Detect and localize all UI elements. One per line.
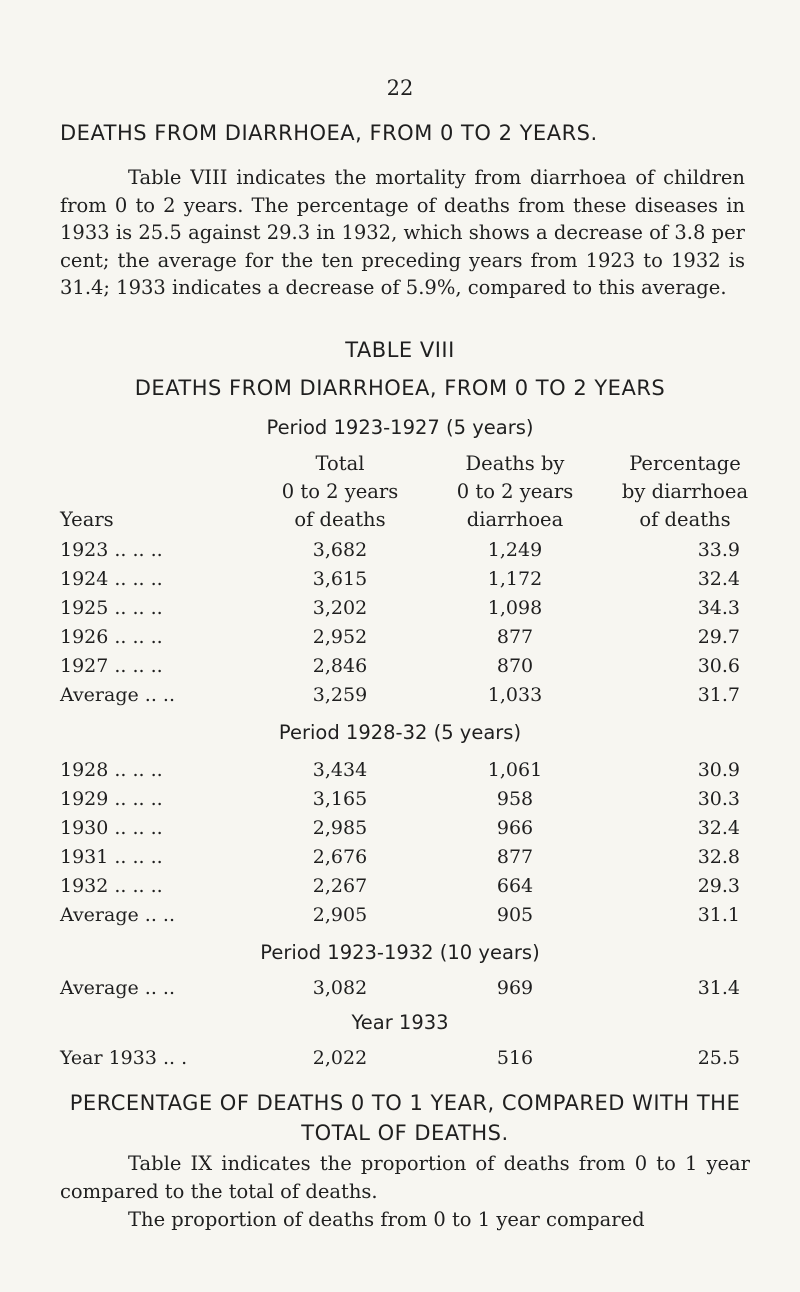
deaths-cell: 1,249 — [487, 539, 543, 561]
total-cell: 2,846 — [312, 655, 368, 677]
deaths-cell: 664 — [496, 875, 534, 897]
table-subtitle: DEATHS FROM DIARRHOEA, FROM 0 TO 2 YEARS — [134, 376, 666, 400]
total-cell: 2,985 — [312, 817, 368, 839]
percentage-cell: 30.6 — [697, 655, 740, 677]
percentage-cell: 30.9 — [697, 759, 740, 781]
total-cell: 2,952 — [312, 626, 368, 648]
total-cell: 3,434 — [312, 759, 368, 781]
table-title: TABLE VIII — [345, 338, 455, 362]
period-1923-1927-label: Period 1923-1927 (5 years) — [266, 416, 534, 439]
percentage-cell: 31.7 — [697, 684, 740, 706]
table-row — [0, 597, 800, 625]
percentage-cell: 32.4 — [697, 568, 740, 590]
year-cell: 1930 .. .. .. — [60, 817, 163, 839]
year-cell: 1925 .. .. .. — [60, 597, 163, 619]
period-1923-1932-label: Period 1923-1932 (10 years) — [260, 941, 540, 964]
table-row — [0, 759, 800, 787]
deaths-cell: 1,033 — [487, 684, 543, 706]
total-cell: 3,165 — [312, 788, 368, 810]
percentage-cell: 31.4 — [697, 977, 740, 999]
year-cell: Year 1933 .. . — [60, 1047, 188, 1069]
table-row-average — [0, 904, 800, 932]
year-cell: 1927 .. .. .. — [60, 655, 163, 677]
period-1928-1932-label: Period 1928-32 (5 years) — [278, 721, 522, 744]
total-cell: 2,905 — [312, 904, 368, 926]
total-cell: 3,259 — [312, 684, 368, 706]
total-cell: 2,267 — [312, 875, 368, 897]
percentage-cell: 34.3 — [697, 597, 740, 619]
percentage-cell: 29.3 — [697, 875, 740, 897]
deaths-cell: 969 — [496, 977, 534, 999]
year-cell: 1929 .. .. .. — [60, 788, 163, 810]
year-cell: Average .. .. — [60, 684, 175, 706]
table-row — [0, 626, 800, 654]
deaths-cell: 905 — [496, 904, 534, 926]
percentage-cell: 32.4 — [697, 817, 740, 839]
column-header-deaths: Deaths by 0 to 2 years diarrhoea — [456, 452, 574, 531]
section-heading-diarrhoea: DEATHS FROM DIARRHOEA, FROM 0 TO 2 YEARS. — [60, 121, 598, 145]
year-cell: Average .. .. — [60, 904, 175, 926]
table-row — [0, 846, 800, 874]
table-ix-paragraph: Table IX indicates the proportion of deaths from 0 to 1 year compared to the total of deaths. — [60, 1152, 750, 1203]
deaths-cell: 1,098 — [487, 597, 543, 619]
percentage-cell: 33.9 — [697, 539, 740, 561]
table-row-average — [0, 977, 800, 1005]
percentage-cell: 31.1 — [697, 904, 740, 926]
deaths-cell: 877 — [496, 626, 534, 648]
deaths-cell: 958 — [496, 788, 534, 810]
total-cell: 3,082 — [312, 977, 368, 999]
percentage-cell: 32.8 — [697, 846, 740, 868]
total-cell: 2,022 — [312, 1047, 368, 1069]
column-header-total: Total 0 to 2 years of deaths — [281, 452, 399, 531]
deaths-cell: 966 — [496, 817, 534, 839]
table-row — [0, 655, 800, 683]
table-row-1933 — [0, 1047, 800, 1075]
year-cell: 1928 .. .. .. — [60, 759, 163, 781]
deaths-cell: 877 — [496, 846, 534, 868]
table-row-average — [0, 684, 800, 712]
section-heading-percentage: PERCENTAGE OF DEATHS 0 TO 1 YEAR, COMPARED WITH THE TOTAL OF DEATHS. — [69, 1091, 741, 1145]
table-row — [0, 788, 800, 816]
deaths-cell: 516 — [496, 1047, 534, 1069]
table-row — [0, 875, 800, 903]
year-cell: 1931 .. .. .. — [60, 846, 163, 868]
year-cell: 1926 .. .. .. — [60, 626, 163, 648]
total-cell: 3,682 — [312, 539, 368, 561]
column-header-percentage: Percentage by diarrhoea of deaths — [621, 452, 749, 531]
total-cell: 3,615 — [312, 568, 368, 590]
percentage-cell: 29.7 — [697, 626, 740, 648]
table-row — [0, 568, 800, 596]
deaths-cell: 1,172 — [487, 568, 543, 590]
year-cell: Average .. .. — [60, 977, 175, 999]
deaths-cell: 1,061 — [487, 759, 543, 781]
total-cell: 3,202 — [312, 597, 368, 619]
intro-paragraph: Table VIII indicates the mortality from diarrhoea of children from 0 to 2 years. The percentage of deaths from these diseases in 1933 is 25.5 against 29.3 in 1932, which shows a decrease of 3.8 per cent; the average for the ten preceding years from 1923 to 1932 is 31.4; 1933 indicates a decrease of 5.9%, compared to this average. — [60, 166, 745, 299]
year-cell: 1923 .. .. .. — [60, 539, 163, 561]
deaths-cell: 870 — [496, 655, 534, 677]
year-cell: 1932 .. .. .. — [60, 875, 163, 897]
total-cell: 2,676 — [312, 846, 368, 868]
year-1933-label: Year 1933 — [351, 1011, 449, 1034]
proportion-paragraph: The proportion of deaths from 0 to 1 year compared — [128, 1208, 645, 1231]
percentage-cell: 25.5 — [697, 1047, 740, 1069]
table-row — [0, 817, 800, 845]
page-number: 22 — [386, 76, 414, 100]
column-header-years: Years — [60, 508, 114, 531]
table-row — [0, 539, 800, 567]
percentage-cell: 30.3 — [697, 788, 740, 810]
year-cell: 1924 .. .. .. — [60, 568, 163, 590]
